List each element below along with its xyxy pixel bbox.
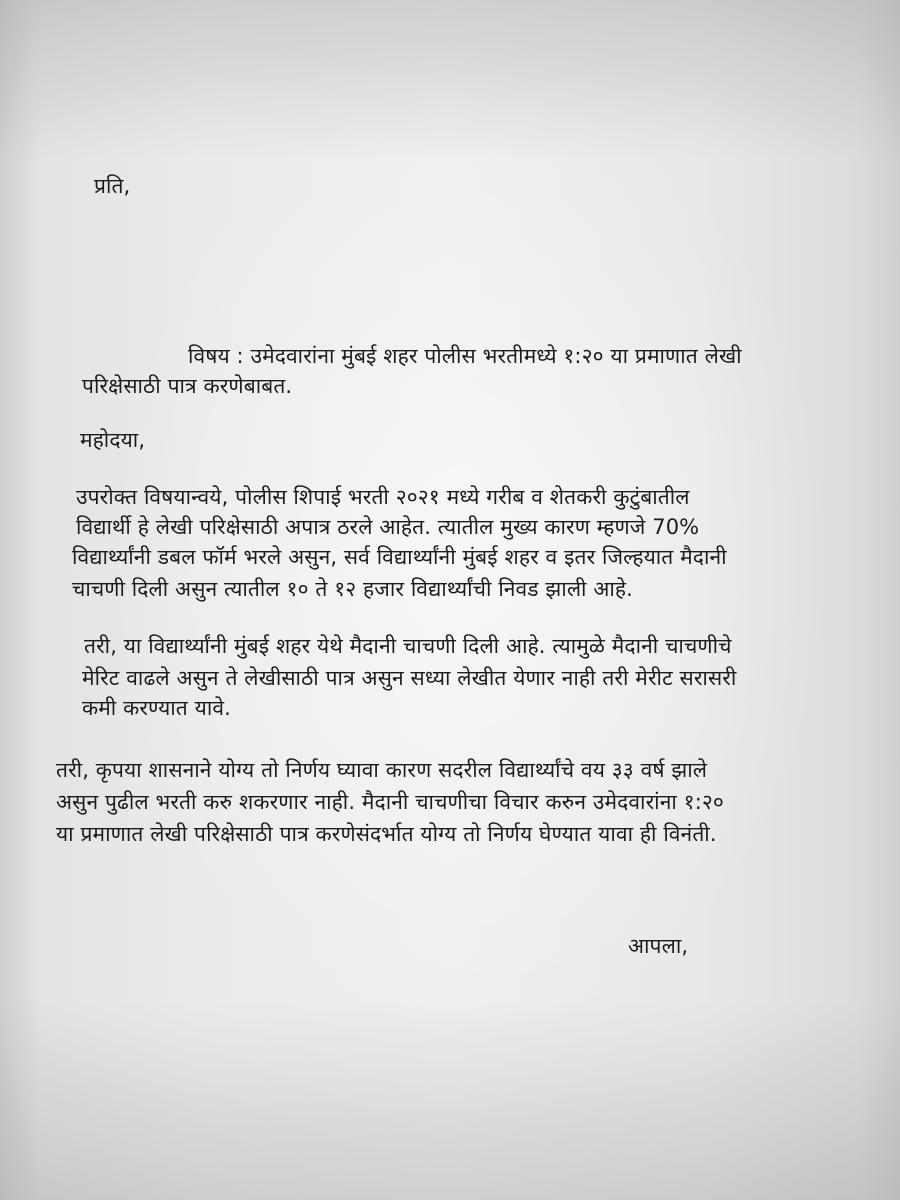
paragraph-2-line-1: तरी, या विद्यार्थ्यांनी मुंबई शहर येथे मैदानी चाचणी दिली आहे. त्यामुळे मैदानी चाचणीचे (84, 634, 732, 658)
subject-line-2: परिक्षेसाठी पात्र करणेबाबत. (82, 374, 293, 398)
paragraph-3-line-1: तरी, कृपया शासनाने योग्य तो निर्णय घ्यावा कारण सदरील विद्यार्थ्यांचे वय ३३ वर्ष झाले (56, 758, 708, 782)
subject-line-1: विषय : उमेदवारांना मुंबई शहर पोलीस भरतीमध्ये १:२० या प्रमाणात लेखी (188, 344, 742, 368)
paragraph-2-line-2: मेरिट वाढले असुन ते लेखीसाठी पात्र असुन सध्या लेखीत येणार नाही तरी मेरीट सरासरी (82, 666, 737, 690)
closing: आपला, (628, 934, 689, 958)
paragraph-1-line-2: विद्यार्थी हे लेखी परिक्षेसाठी अपात्र ठरले आहेत. त्यातील मुख्य कारण म्हणजे 70% (76, 515, 700, 539)
greeting: महोदया, (80, 428, 146, 452)
bottom-shadow (0, 1000, 900, 1200)
salutation-to: प्रति, (94, 174, 131, 198)
paragraph-1-line-4: चाचणी दिली असुन त्यातील १० ते १२ हजार विद्यार्थ्यांची निवड झाली आहे. (72, 577, 633, 601)
paragraph-3-line-2: असुन पुढील भरती करु शकरणार नाही. मैदानी चाचणीचा विचार करुन उमेदवारांना १:२० (56, 790, 724, 814)
paragraph-1-line-3: विद्यार्थ्यांनी डबल फॉर्म भरले असुन, सर्व विद्यार्थ्यांनी मुंबई शहर व इतर जिल्हयात मैदानी (72, 545, 727, 569)
top-shadow (0, 0, 900, 160)
paragraph-2-line-3: कमी करण्यात यावे. (82, 696, 231, 720)
paragraph-1-line-1: उपरोक्त विषयान्वये, पोलीस शिपाई भरती २०२१ मध्ये गरीब व शेतकरी कुटुंबातील (76, 485, 690, 509)
paragraph-3-line-3: या प्रमाणात लेखी परिक्षेसाठी पात्र करणेसंदर्भात योग्य तो निर्णय घेण्यात यावा ही विनंती. (56, 822, 717, 846)
